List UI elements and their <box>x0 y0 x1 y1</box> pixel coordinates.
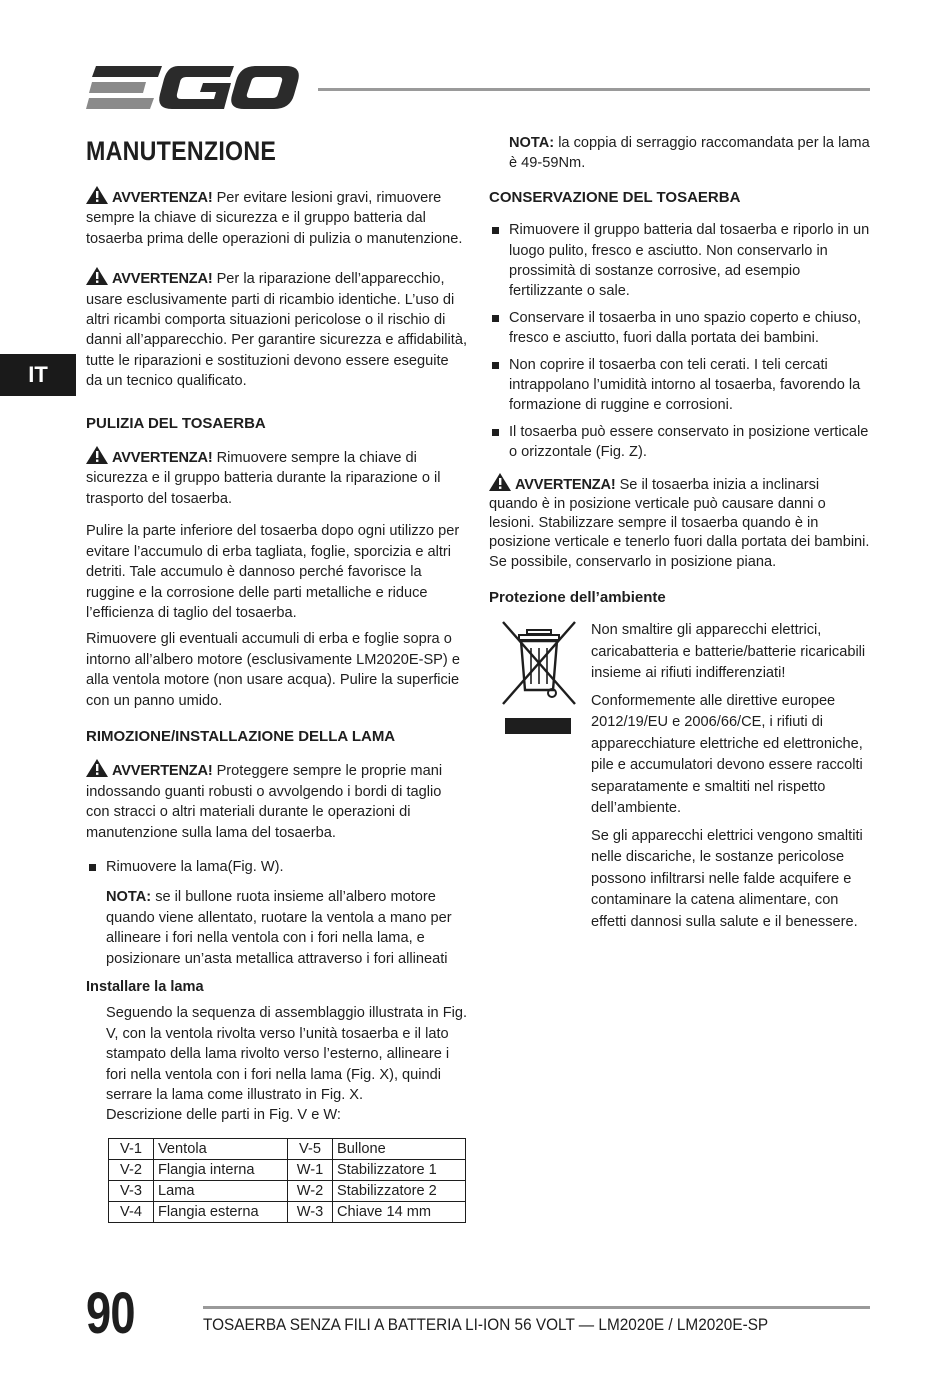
part-name-cell: Stabilizzatore 1 <box>333 1159 466 1180</box>
part-name-cell: Stabilizzatore 2 <box>333 1180 466 1201</box>
warning-text: Per la riparazione dell’apparecchio, usare esclusivamente parti di ricambio identiche. L’uso di altri ricambi comporta situazioni pericolose o il rischio di danni all’apparecchio. Per garantire sicurezza e affidabilità, tutte le riparazioni e sostituzioni devono essere eseguite da un tecnico qualificato. <box>86 271 468 390</box>
list-item <box>86 857 468 877</box>
right-column <box>489 133 871 939</box>
parts-caption: Descrizione delle parti in Fig. V e W: <box>106 1107 341 1124</box>
list-item-text: Il tosaerba può essere conservato in posizione verticale o orizzontale (Fig. Z). <box>509 423 869 461</box>
part-code-cell: V-3 <box>109 1180 154 1201</box>
language-tab: IT <box>0 354 76 396</box>
environment-text <box>591 620 871 933</box>
environment-block <box>489 620 871 933</box>
blade-bullets <box>86 857 468 877</box>
bullet-square-icon <box>492 227 499 234</box>
part-name-cell: Ventola <box>154 1138 288 1159</box>
environment-paragraph-2: Conformemente alle direttive europee 2012/19/EU e 2006/66/CE, i rifiuti di apparecchiature elettriche ed elettroniche, pile e accumulatori devono essere raccolti separatamente e smaltiti nel rispetto dell’ambiente. <box>591 692 863 817</box>
warning-icon <box>86 446 108 464</box>
torque-note <box>489 133 871 174</box>
list-item-text: Conservare il tosaerba in uno spazio coperto e chiuso, fresco e asciutto, fuori dalla portata dei bambini. <box>509 309 862 347</box>
install-text: Seguendo la sequenza di assemblaggio illustrata in Fig. V, con la ventola rivolta verso l’unità tosaerba e il lato stampato della lama rivolto verso l’esterno, allineare i fori nella ventola con i fori nella lama (Fig. X), quindi serrare la lama come illustrato in Fig. X. <box>106 1005 468 1104</box>
cleaning-paragraph-2: Rimuovere gli eventuali accumuli di erba e foglie sopra o intorno all’albero motore (esclusivamente LM2020E-SP) e alla ventola motore (non usare acqua). Pulire la superficie con un panno umido. <box>86 631 460 709</box>
note-label: NOTA: <box>509 135 555 151</box>
blade-warning <box>86 759 468 843</box>
list-item-text: Rimuovere la lama(Fig. W). <box>106 858 284 875</box>
part-code-cell: V-5 <box>288 1138 333 1159</box>
note-label: NOTA: <box>106 889 152 906</box>
part-code-cell: V-4 <box>109 1201 154 1222</box>
part-name-cell: Bullone <box>333 1138 466 1159</box>
storage-bullets <box>489 220 871 462</box>
page-number: 90 <box>86 1281 135 1346</box>
part-name-cell: Flangia interna <box>154 1159 288 1180</box>
table-row <box>109 1180 466 1201</box>
part-code-cell: W-2 <box>288 1180 333 1201</box>
header-rule <box>318 88 870 91</box>
warning-2 <box>86 267 468 391</box>
ego-logo <box>86 62 300 114</box>
warning-icon <box>489 473 511 491</box>
warning-text: Se il tosaerba inizia a inclinarsi quando è in posizione verticale può causare danni o lesioni. Stabilizzare sempre il tosaerba quando è in posizione verticale e tenerlo fuori dalla portata dei bambini. Se possibile, conservarlo in posizione piana. <box>489 476 870 570</box>
warning-text: Proteggere sempre le proprie mani indossando guanti robusti o avvolgendo i bordi di taglio con stracci o altri materiali durante le operazioni di manutenzione sulla lama del tosaerba. <box>86 763 443 841</box>
environment-heading: Protezione dell’ambiente <box>489 588 666 606</box>
environment-paragraph-3: Se gli apparecchi elettrici vengono smaltiti nelle discariche, le sostanze pericolose possono infiltrarsi nelle falde acquifere e contaminare la catena alimentare, con effetti dannosi sulla salute e il benessere. <box>591 827 863 930</box>
part-code-cell: W-1 <box>288 1159 333 1180</box>
warning-label: AVVERTENZA! <box>112 450 213 467</box>
list-item <box>489 308 871 349</box>
parts-table <box>108 1138 466 1223</box>
install-heading: Installare la lama <box>86 979 204 995</box>
bullet-square-icon <box>492 362 499 369</box>
part-name-cell: Flangia esterna <box>154 1201 288 1222</box>
blade-heading: RIMOZIONE/INSTALLAZIONE DELLA LAMA <box>86 727 396 745</box>
warning-1 <box>86 186 468 249</box>
storage-warning <box>489 473 871 572</box>
table-row <box>109 1159 466 1180</box>
bullet-square-icon <box>492 429 499 436</box>
list-item-text: Non coprire il tosaerba con teli cerati. I teli cercati intrappolano l’umidità intorno al tosaerba, favorendo la formazione di ruggine e corrosioni. <box>509 356 861 414</box>
footer-rule <box>203 1306 870 1309</box>
table-row <box>109 1201 466 1222</box>
bullet-square-icon <box>89 864 96 871</box>
warning-icon <box>86 759 108 777</box>
cleaning-heading: PULIZIA DEL TOSAERBA <box>86 414 266 432</box>
left-column <box>86 186 468 1223</box>
warning-label: AVVERTENZA! <box>515 476 616 493</box>
warning-label: AVVERTENZA! <box>112 763 213 780</box>
crossed-bin-icon <box>497 620 581 742</box>
cleaning-warning <box>86 446 468 509</box>
warning-text: Rimuovere sempre la chiave di sicurezza e il gruppo batteria durante la riparazione o il trasporto del tosaerba. <box>86 450 441 507</box>
storage-heading: CONSERVAZIONE DEL TOSAERBA <box>489 188 741 206</box>
warning-label: AVVERTENZA! <box>112 190 213 206</box>
part-name-cell: Chiave 14 mm <box>333 1201 466 1222</box>
table-row <box>109 1138 466 1159</box>
environment-paragraph-1: Non smaltire gli apparecchi elettrici, caricabatteria e batterie/batterie ricaricabili insieme ai rifiuti indifferenziati! <box>591 622 866 682</box>
warning-icon <box>86 186 108 204</box>
part-name-cell: Lama <box>154 1180 288 1201</box>
part-code-cell: W-3 <box>288 1201 333 1222</box>
footer-title: TOSAERBA SENZA FILI A BATTERIA LI-ION 56 VOLT — LM2020E / LM2020E-SP <box>203 1316 769 1334</box>
list-item <box>489 220 871 302</box>
warning-text: Per evitare lesioni gravi, rimuovere sempre la chiave di sicurezza e il gruppo batteria dal tosaerba prima delle operazioni di pulizia o manutenzione. <box>86 190 463 247</box>
note-text: se il bullone ruota insieme all’albero motore quando viene allentato, ruotare la ventola a mano per allineare i fori nella ventola con i fori nella lama, e posizionare un’asta metallica attraverso i fori allineati <box>106 889 452 967</box>
list-item-text: Rimuovere il gruppo batteria dal tosaerba e riporlo in un luogo pulito, fresco e asciutto. Non conservarlo in prossimità di sostanze corrosive, ad esempio fertilizzante o sale. <box>509 222 870 300</box>
blade-note <box>86 887 468 969</box>
list-item <box>489 355 871 416</box>
list-item <box>489 422 871 463</box>
cleaning-paragraph-1: Pulire la parte inferiore del tosaerba dopo ogni utilizzo per evitare l’accumulo di erba tagliata, foglie, sporcizia e altri detriti. Tale accumulo è dannoso perché favorisce la ruggine e la corrosione delle parti metalliche e riduce l’efficienza di taglio del tosaerba. <box>86 523 460 621</box>
section-title: MANUTENZIONE <box>86 136 277 166</box>
part-code-cell: V-1 <box>109 1138 154 1159</box>
warning-label: AVVERTENZA! <box>112 271 213 288</box>
part-code-cell: V-2 <box>109 1159 154 1180</box>
warning-icon <box>86 267 108 285</box>
bullet-square-icon <box>492 315 499 322</box>
note-text: la coppia di serraggio raccomandata per la lama è 49-59Nm. <box>509 135 870 172</box>
